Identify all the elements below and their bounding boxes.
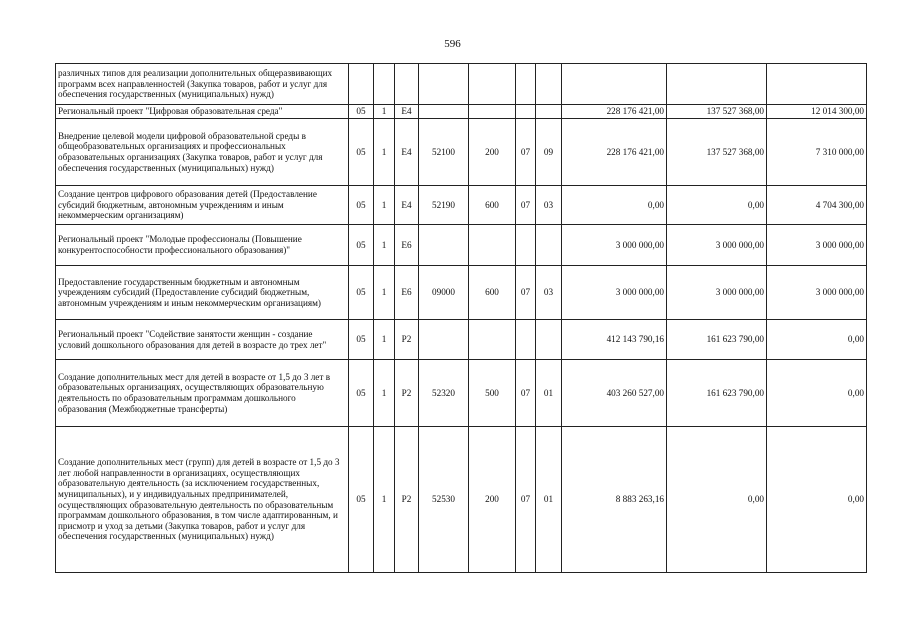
amount-cell [667, 64, 767, 105]
code-cell: E4 [395, 186, 419, 225]
code-cell [516, 320, 536, 360]
amount-cell: 161 623 790,00 [667, 320, 767, 360]
code-cell: E6 [395, 225, 419, 266]
code-cell: 05 [349, 105, 374, 119]
code-cell: 05 [349, 360, 374, 427]
code-cell: P2 [395, 320, 419, 360]
code-cell: 1 [374, 266, 395, 320]
amount-cell: 0,00 [767, 427, 867, 573]
code-cell: 05 [349, 320, 374, 360]
code-cell: E4 [395, 119, 419, 186]
code-cell: 1 [374, 186, 395, 225]
code-cell [516, 105, 536, 119]
code-cell [469, 320, 516, 360]
code-cell: 52190 [419, 186, 469, 225]
code-cell [536, 105, 562, 119]
amount-cell: 3 000 000,00 [562, 225, 667, 266]
amount-cell: 3 000 000,00 [562, 266, 667, 320]
code-cell: 05 [349, 119, 374, 186]
code-cell [469, 105, 516, 119]
description-cell: Региональный проект "Содействие занятости женщин - создание условий дошкольного образования для детей в возрасте до трех лет" [56, 320, 349, 360]
table-row [56, 266, 867, 320]
code-cell [419, 105, 469, 119]
code-cell: 05 [349, 225, 374, 266]
code-cell: 200 [469, 427, 516, 573]
code-cell: 01 [536, 427, 562, 573]
code-cell: 07 [516, 360, 536, 427]
code-cell [536, 64, 562, 105]
amount-cell: 228 176 421,00 [562, 119, 667, 186]
amount-cell: 412 143 790,16 [562, 320, 667, 360]
code-cell: 1 [374, 360, 395, 427]
code-cell: 05 [349, 427, 374, 573]
code-cell: 03 [536, 186, 562, 225]
code-cell [374, 64, 395, 105]
amount-cell: 0,00 [767, 360, 867, 427]
code-cell [419, 64, 469, 105]
description-cell: Региональный проект "Молодые профессионалы (Повышение конкурентоспособности профессионального образования)" [56, 225, 349, 266]
description-cell: Создание дополнительных мест (групп) для детей в возрасте от 1,5 до 3 лет любой направленности в организациях, осуществляющих образовательную деятельность (за исключением государственных, муниципальных), и у индивидуальных предпринимателей, осуществляющих образовательную деятельность по образовательным программам дошкольного образования, в том числе адаптированным, и присмотр и уход за детьми (Закупка товаров, работ и услуг для обеспечения государственных (муниципальных) нужд) [56, 427, 349, 573]
table-row [56, 427, 867, 573]
amount-cell: 137 527 368,00 [667, 119, 767, 186]
code-cell: 05 [349, 186, 374, 225]
code-cell [349, 64, 374, 105]
code-cell: P2 [395, 360, 419, 427]
code-cell [469, 64, 516, 105]
code-cell [516, 64, 536, 105]
code-cell [516, 225, 536, 266]
amount-cell: 3 000 000,00 [667, 225, 767, 266]
amount-cell: 403 260 527,00 [562, 360, 667, 427]
code-cell: 01 [536, 360, 562, 427]
table-row [56, 119, 867, 186]
amount-cell [562, 64, 667, 105]
code-cell: 1 [374, 427, 395, 573]
code-cell: 1 [374, 320, 395, 360]
amount-cell: 3 000 000,00 [767, 225, 867, 266]
amount-cell: 0,00 [767, 320, 867, 360]
code-cell [395, 64, 419, 105]
description-cell: различных типов для реализации дополнительных общеразвивающих программ всех направленностей (Закупка товаров, работ и услуг для обеспечения государственных (муниципальных) нужд) [56, 64, 349, 105]
code-cell: 07 [516, 119, 536, 186]
amount-cell: 8 883 263,16 [562, 427, 667, 573]
amount-cell: 0,00 [667, 186, 767, 225]
code-cell: 07 [516, 266, 536, 320]
amount-cell [767, 64, 867, 105]
description-cell: Создание дополнительных мест для детей в возрасте от 1,5 до 3 лет в образовательных организациях, осуществляющих образовательную деятельность по образовательным программам дошкольного образования (Межбюджетные трансферты) [56, 360, 349, 427]
amount-cell: 137 527 368,00 [667, 105, 767, 119]
code-cell: 1 [374, 105, 395, 119]
table-row [56, 64, 867, 105]
code-cell: E4 [395, 105, 419, 119]
amount-cell: 3 000 000,00 [767, 266, 867, 320]
table-row [56, 360, 867, 427]
code-cell: 1 [374, 119, 395, 186]
code-cell: 600 [469, 186, 516, 225]
amount-cell: 4 704 300,00 [767, 186, 867, 225]
budget-table [55, 63, 867, 573]
description-cell: Региональный проект "Цифровая образовательная среда" [56, 105, 349, 119]
amount-cell: 3 000 000,00 [667, 266, 767, 320]
code-cell: 09000 [419, 266, 469, 320]
amount-cell: 12 014 300,00 [767, 105, 867, 119]
code-cell: 500 [469, 360, 516, 427]
amount-cell: 161 623 790,00 [667, 360, 767, 427]
table-row [56, 225, 867, 266]
code-cell: 03 [536, 266, 562, 320]
table-row [56, 105, 867, 119]
code-cell: E6 [395, 266, 419, 320]
code-cell [536, 320, 562, 360]
code-cell: 52100 [419, 119, 469, 186]
amount-cell: 7 310 000,00 [767, 119, 867, 186]
amount-cell: 228 176 421,00 [562, 105, 667, 119]
code-cell: 52320 [419, 360, 469, 427]
code-cell [536, 225, 562, 266]
code-cell: 07 [516, 427, 536, 573]
code-cell [419, 320, 469, 360]
code-cell: 1 [374, 225, 395, 266]
table-row [56, 186, 867, 225]
code-cell: 200 [469, 119, 516, 186]
code-cell [419, 225, 469, 266]
code-cell: 52530 [419, 427, 469, 573]
description-cell: Создание центров цифрового образования детей (Предоставление субсидий бюджетным, автономным учреждениям и иным некоммерческим организациям) [56, 186, 349, 225]
amount-cell: 0,00 [562, 186, 667, 225]
code-cell: 05 [349, 266, 374, 320]
description-cell: Внедрение целевой модели цифровой образовательной среды в общеобразовательных организациях и профессиональных образовательных организациях (Закупка товаров, работ и услуг для обеспечения государственных (муниципальных) нужд) [56, 119, 349, 186]
table-row [56, 320, 867, 360]
code-cell: P2 [395, 427, 419, 573]
code-cell: 600 [469, 266, 516, 320]
code-cell [469, 225, 516, 266]
table-body [56, 64, 867, 573]
code-cell: 09 [536, 119, 562, 186]
description-cell: Предоставление государственным бюджетным и автономным учреждениям субсидий (Предоставление субсидий бюджетным, автономным учреждениям и иным некоммерческим организациям) [56, 266, 349, 320]
page-number: 596 [444, 38, 461, 50]
amount-cell: 0,00 [667, 427, 767, 573]
code-cell: 07 [516, 186, 536, 225]
